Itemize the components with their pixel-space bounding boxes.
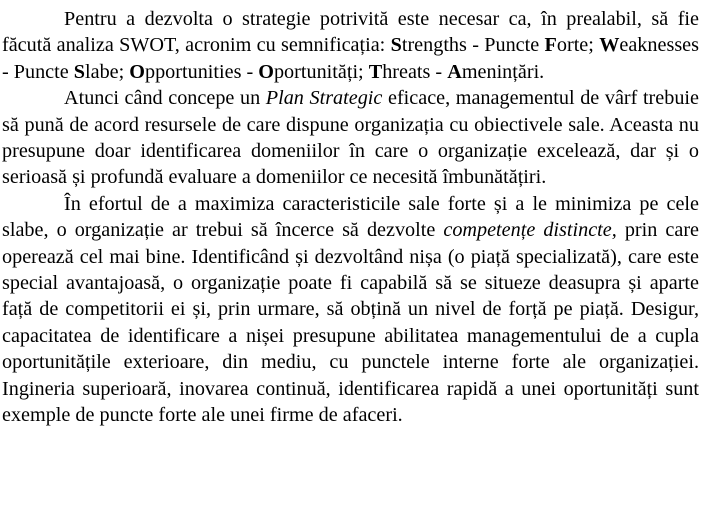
bold-initial: O xyxy=(129,60,145,83)
bold-initial: S xyxy=(390,34,402,57)
bold-initial: F xyxy=(544,34,557,57)
text-segment: labe; xyxy=(85,60,130,83)
text-segment: eficace, managementul de vârf trebuie să pună de acord resursele de care dispune organizația cu obiectivele sale. Aceasta nu presupune doar identificarea domeniilor în care o organizație excelează, dar și o serioasă și profundă evaluare a domeniilor ce necesită îmbunătățiri. xyxy=(2,87,700,189)
bold-initial: W xyxy=(599,34,620,57)
text-segment: Pentru a dezvolta o strategie potrivită este necesar ca, în prealabil, să fie făcută analiza SWOT, acronim cu semnificația: xyxy=(2,8,699,57)
bold-initial: A xyxy=(447,60,462,83)
text-segment: pportunities - xyxy=(144,60,259,83)
paragraph-swot-definition xyxy=(2,6,699,85)
paragraph-strategic-plan xyxy=(2,85,699,191)
text-segment: eaknesses - Puncte xyxy=(2,34,699,83)
text-segment: Atunci când concepe un xyxy=(64,87,266,110)
paragraph-distinct-competences xyxy=(2,191,699,429)
text-segment: trengths - Puncte xyxy=(401,34,545,57)
text-segment: hreats - xyxy=(382,60,448,83)
text-segment: portunități; xyxy=(273,60,369,83)
text-segment: prin care operează cel mai bine. Identificând și dezvoltând nișa (o piață specializată), care este special avantajoasă, o organizație poate fi capabilă să se situeze deasupra și aparte față de competitorii ei și, prin urmare, să obțină un nivel de forță pe piață. Desigur, capacitatea de identificare a nișei presupune abilitatea managementului de a cupla oportunitățile exterioare, din mediu, cu punctele interne forte ale organizației. Ingineria superioară, inovarea continuă, identificarea rapidă a unei oportunități sunt exemple de puncte forte ale unei firme de afaceri. xyxy=(2,219,700,427)
text-segment: În efortul de a maximiza caracteristicile sale forte și a le minimiza pe cele slabe, o organizație ar trebui să încerce să dezvolte xyxy=(2,192,699,242)
text-segment: orte; xyxy=(556,34,600,57)
text-segment: menințări. xyxy=(461,60,545,83)
italic-term: Plan Strategic xyxy=(265,87,383,110)
italic-term: competențe distincte, xyxy=(443,219,617,242)
bold-initial: S xyxy=(73,60,85,83)
bold-initial: T xyxy=(368,60,383,83)
bold-initial: O xyxy=(258,60,274,83)
